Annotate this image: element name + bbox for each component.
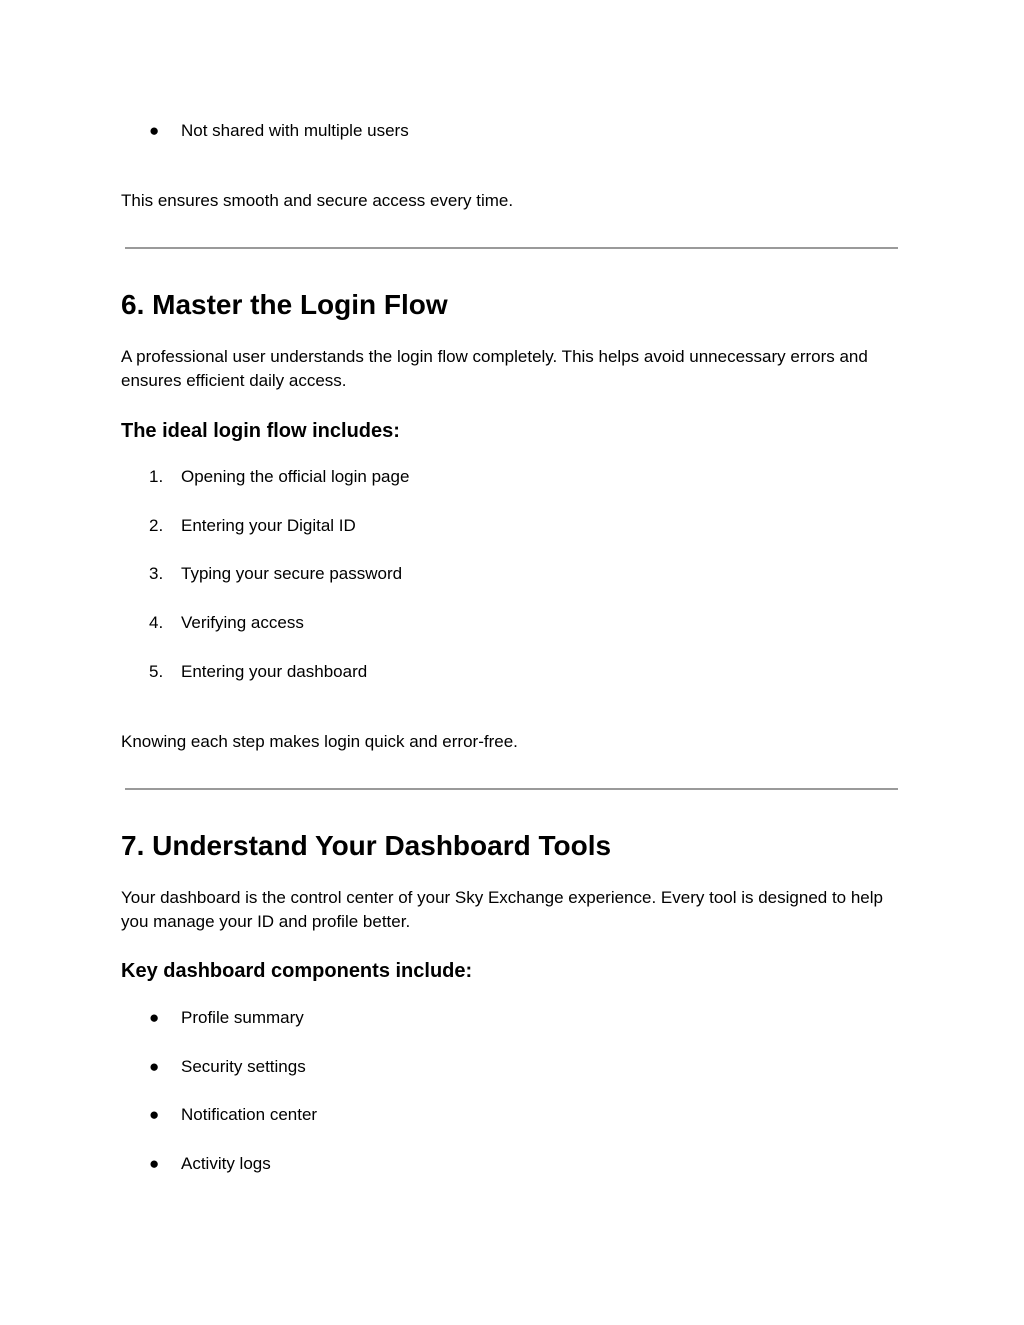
paragraph: Knowing each step makes login quick and error-free. (121, 732, 518, 751)
list-item-text: Not shared with multiple users (181, 121, 409, 140)
paragraph: Your dashboard is the control center of your Sky Exchange experience. Every tool is designed to help you manage your ID and profile better. (121, 888, 883, 931)
list-item-text: Security settings (181, 1057, 306, 1076)
list-item-text: Activity logs (181, 1154, 271, 1173)
subheading: Key dashboard components include: (121, 960, 473, 982)
divider (125, 788, 898, 790)
subheading: The ideal login flow includes: (121, 420, 400, 442)
paragraph: This ensures smooth and secure access every time. (121, 191, 514, 210)
list-item-text: Profile summary (181, 1008, 304, 1027)
section-heading: 7. Understand Your Dashboard Tools (121, 830, 612, 861)
document-page: ● Not shared with multiple users This ensures smooth and secure access every time. 6. Master the Login Flow A professional user understands the login flow completely. This helps avoid unnecessary errors and ensures efficient daily access. The ideal login flow includes: 1. Opening the official login page 2. Entering your Digital ID 3. Typing your secure password 4. Verifying access 5. Entering your dashboard Knowing each step makes login quick and error-free. 7. Understand Your Dashboard Tools Your dashboard is the control center of your Sky Exchange experience. Every tool is designed to help you manage your ID and profile better. Key dashboard components include: ● Profile summary ● Security settings ● Notification center ● Activity logs (0, 0, 1024, 1325)
list-item-text: Typing your secure password (181, 564, 403, 583)
list-item-text: Verifying access (181, 613, 304, 632)
list-item-text: Entering your Digital ID (181, 516, 356, 535)
list-item-text: Notification center (181, 1105, 318, 1124)
divider (125, 247, 898, 249)
paragraph: A professional user understands the login flow completely. This helps avoid unnecessary errors and ensures efficient daily access. (121, 347, 868, 390)
list-item-text: Entering your dashboard (181, 662, 368, 681)
list-item-text: Opening the official login page (181, 467, 410, 486)
section-heading: 6. Master the Login Flow (121, 289, 448, 320)
